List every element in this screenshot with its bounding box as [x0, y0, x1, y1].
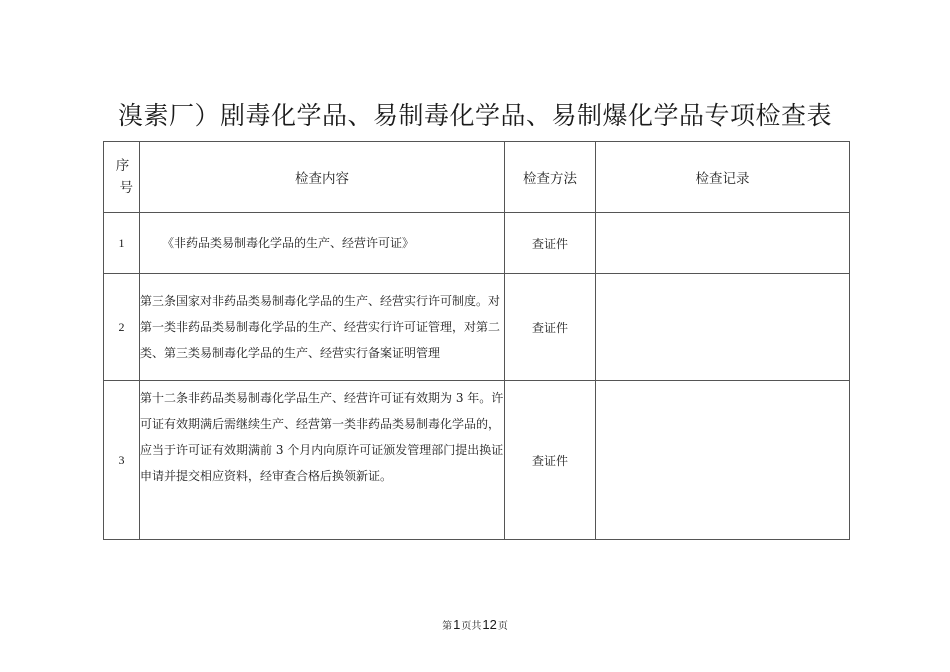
row-record[interactable]: [596, 213, 850, 274]
page-footer: [0, 617, 950, 632]
header-method: 检查方法: [505, 142, 596, 213]
footer-total-pages: 12: [482, 617, 497, 632]
inspection-table: [103, 141, 850, 540]
row-method: 查证件: [505, 213, 596, 274]
table-row: [104, 213, 850, 274]
footer-page-number: 1: [453, 617, 461, 632]
table-header-row: [104, 142, 850, 213]
header-content: 检查内容: [140, 142, 505, 213]
row-content: 第三条国家对非药品类易制毒化学品的生产、经营实行许可制度。对第一类非药品类易制毒化学品的生产、经营实行许可证管理，对第二类、第三类易制毒化学品的生产、经营实行备案证明管理: [140, 274, 505, 381]
table-row: [104, 274, 850, 381]
table-row: [104, 381, 850, 540]
row-record[interactable]: [596, 381, 850, 540]
row-method: 查证件: [505, 274, 596, 381]
header-serial-line2: 号: [119, 180, 133, 196]
row-method: 查证件: [505, 381, 596, 540]
row-number: 1: [104, 213, 140, 274]
row-record[interactable]: [596, 274, 850, 381]
row-number: 2: [104, 274, 140, 381]
footer-prefix: 第: [442, 621, 453, 632]
row-content: 《非药品类易制毒化学品的生产、经营许可证》: [140, 213, 505, 274]
header-serial-line1: 序: [115, 158, 130, 174]
row-number: 3: [104, 381, 140, 540]
header-serial-number: [104, 142, 140, 213]
row-content: 第十二条非药品类易制毒化学品生产、经营许可证有效期为 3 年。许可证有效期满后需继续生产、经营第一类非药品类易制毒化学品的，应当于许可证有效期满前 3 个月内向原许可证颁发管理部门提出换证申请并提交相应资料，经审查合格后换领新证。: [140, 381, 505, 540]
header-record: 检查记录: [596, 142, 850, 213]
footer-suffix: 页: [497, 621, 508, 632]
document-title: 溴素厂）剧毒化学品、易制毒化学品、易制爆化学品专项检查表: [117, 101, 832, 130]
footer-middle: 页共: [461, 621, 482, 632]
